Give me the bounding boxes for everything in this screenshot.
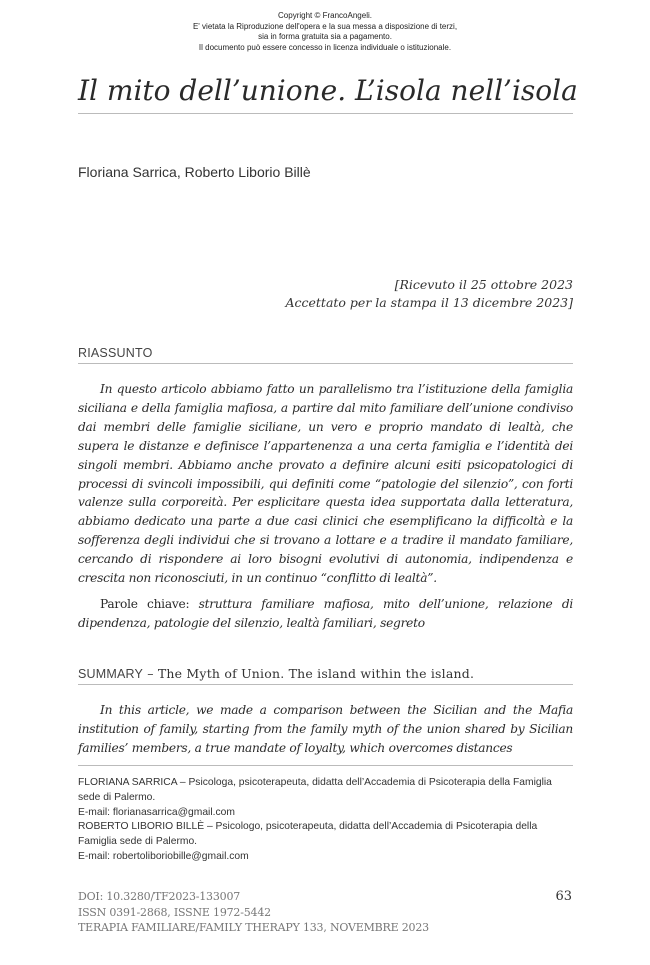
accepted-date: Accettato per la stampa il 13 dicembre 2023] bbox=[285, 295, 573, 310]
keywords-label: Parole chiave: bbox=[100, 597, 190, 611]
received-date: [Ricevuto il 25 ottobre 2023 bbox=[394, 277, 573, 292]
keywords bbox=[78, 595, 573, 633]
keywords-list: struttura familiare mafiosa, mito dell’unione, relazione di dipendenza, patologie del silenzio, lealtà familiari, segreto bbox=[78, 597, 574, 630]
footnote-divider bbox=[78, 765, 573, 766]
footnote-email1: E-mail: florianasarrica@gmail.com bbox=[78, 806, 235, 818]
article-title: Il mito dell’unione. L’isola nell’isola bbox=[78, 74, 578, 107]
section-divider bbox=[78, 684, 573, 685]
copyright-line: Il documento può essere concesso in licenza individuale o istituzionale. bbox=[198, 42, 452, 52]
copyright-notice bbox=[0, 11, 650, 53]
summary-heading bbox=[78, 666, 474, 681]
author-footnotes bbox=[78, 776, 573, 865]
journal-name: TERAPIA FAMILIARE/FAMILY THERAPY 133, NOVEMBRE 2023 bbox=[78, 921, 429, 934]
riassunto-heading: RIASSUNTO bbox=[78, 346, 153, 360]
riassunto-text: In questo articolo abbiamo fatto un parallelismo tra l’istituzione della famiglia siciliana e della famiglia mafiosa, a partire dal mito familiare dell’unione condiviso dai membri delle famiglie siciliane, un vero e proprio mandato di lealtà, che supera le distanze e definisce l’appartenenza a una certa famiglia e l’identità dei singoli membri. Abbiamo anche provato a definire alcuni esiti psicopatologici di processi di svincoli impossibili, qui definiti come “patologie del silenzio”, con forti valenze sulla corporeità. Per esplicitare questa idea supportata dalla letteratura, abbiamo dedicato una parte a due casi clinici che esemplificano la difficoltà e la sofferenza degli individui che si trovano a lottare e a tradire il mandato familiare, cercando di rispondere ai loro bisogni evolutivi di autonomia, indipendenza e crescita non riconosciuti, in un continuo “conflitto di lealtà”. bbox=[78, 382, 573, 586]
footnote-email2: E-mail: robertoliboriobille@gmail.com bbox=[78, 850, 249, 862]
copyright-line: sia in forma gratuita sia a pagamento. bbox=[258, 32, 392, 41]
summary-subtitle: – The Myth of Union. The island within the island. bbox=[143, 666, 475, 681]
copyright-line: Copyright © FrancoAngeli. bbox=[278, 11, 372, 20]
copyright-line: E' vietata la Riproduzione dell'opera e la sua messa a disposizione di terzi, bbox=[192, 21, 458, 31]
section-divider bbox=[78, 363, 573, 364]
doi: DOI: 10.3280/TF2023-133007 bbox=[78, 890, 241, 903]
footnote-author1: FLORIANA SARRICA – Psicologa, psicoterapeuta, didatta dell’Accademia di Psicoterapia della Famiglia sede di Palermo. bbox=[78, 777, 552, 803]
summary-label: SUMMARY bbox=[78, 667, 144, 681]
publication-info bbox=[78, 889, 429, 936]
issn: ISSN 0391-2868, ISSNE 1972-5442 bbox=[78, 905, 271, 919]
received-dates bbox=[285, 276, 573, 312]
footnote-author2: ROBERTO LIBORIO BILLÈ – Psicologo, psicoterapeuta, didatta dell’Accademia di Psicoterapia della Famiglia sede di Palermo. bbox=[78, 821, 538, 848]
summary-text: In this article, we made a comparison between the Sicilian and the Mafia institution of family, starting from the family myth of the union shared by Sicilian families’ members, a true mandate of loyalty, which overcomes distances bbox=[78, 703, 573, 755]
page-number: 63 bbox=[555, 889, 572, 904]
authors: Floriana Sarrica, Roberto Liborio Billè bbox=[78, 164, 311, 180]
title-divider bbox=[78, 113, 573, 114]
